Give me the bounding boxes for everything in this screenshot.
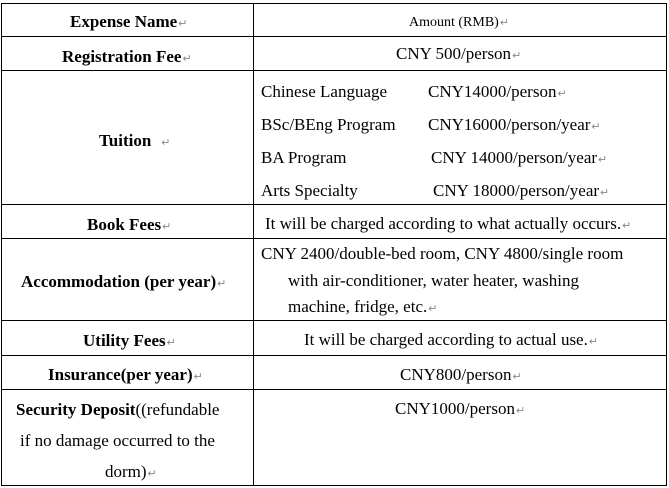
utility-fees-amount: It will be charged according to actual use.↵ — [304, 330, 599, 349]
accommodation-label: Accommodation (per year)↵ — [21, 272, 227, 291]
tuition-price: CNY 18000/person/year↵ — [433, 181, 610, 200]
insurance-label: Insurance(per year)↵ — [48, 365, 203, 384]
book-fees-amount: It will be charged according to what actually occurs.↵ — [265, 214, 632, 233]
tuition-price: CNY 14000/person/year↵ — [431, 148, 608, 167]
accommodation-line: CNY 2400/double-bed room, CNY 4800/single room — [261, 244, 624, 263]
utility-fees-label: Utility Fees↵ — [83, 331, 176, 350]
registration-fee-label: Registration Fee↵ — [62, 47, 192, 66]
tuition-program: Chinese Language — [261, 82, 388, 101]
table-rule — [253, 3, 254, 486]
tuition-program: BA Program — [261, 148, 347, 167]
tuition-program: BSc/BEng Program — [261, 115, 396, 134]
table-rule — [666, 3, 667, 486]
tuition-price: CNY14000/person↵ — [428, 82, 567, 101]
security-deposit-label-line: if no damage occurred to the — [20, 431, 215, 450]
table-rule — [1, 204, 667, 205]
tuition-label: Tuition ↵ — [99, 131, 171, 150]
accommodation-line: with air-conditioner, water heater, washing — [288, 271, 579, 290]
table-rule — [1, 3, 667, 4]
header-amount: Amount (RMB)↵ — [409, 15, 510, 30]
insurance-amount: CNY800/person↵ — [400, 365, 522, 384]
table-rule — [1, 3, 2, 486]
tuition-price: CNY16000/person/year↵ — [428, 115, 601, 134]
registration-fee-amount: CNY 500/person↵ — [396, 44, 522, 63]
table-rule — [1, 355, 667, 356]
security-deposit-amount: CNY1000/person↵ — [395, 399, 526, 418]
table-rule — [1, 70, 667, 71]
accommodation-line: machine, fridge, etc.↵ — [288, 297, 438, 316]
security-deposit-label-line: dorm)↵ — [105, 462, 157, 481]
table-rule — [1, 238, 667, 239]
table-rule — [1, 320, 667, 321]
security-deposit-label: Security Deposit((refundable — [16, 400, 220, 419]
table-rule — [1, 389, 667, 390]
book-fees-label: Book Fees↵ — [87, 215, 172, 234]
table-rule — [1, 36, 667, 37]
table-rule — [1, 485, 667, 486]
header-expense-name: Expense Name↵ — [70, 12, 188, 31]
tuition-program: Arts Specialty — [261, 181, 358, 200]
